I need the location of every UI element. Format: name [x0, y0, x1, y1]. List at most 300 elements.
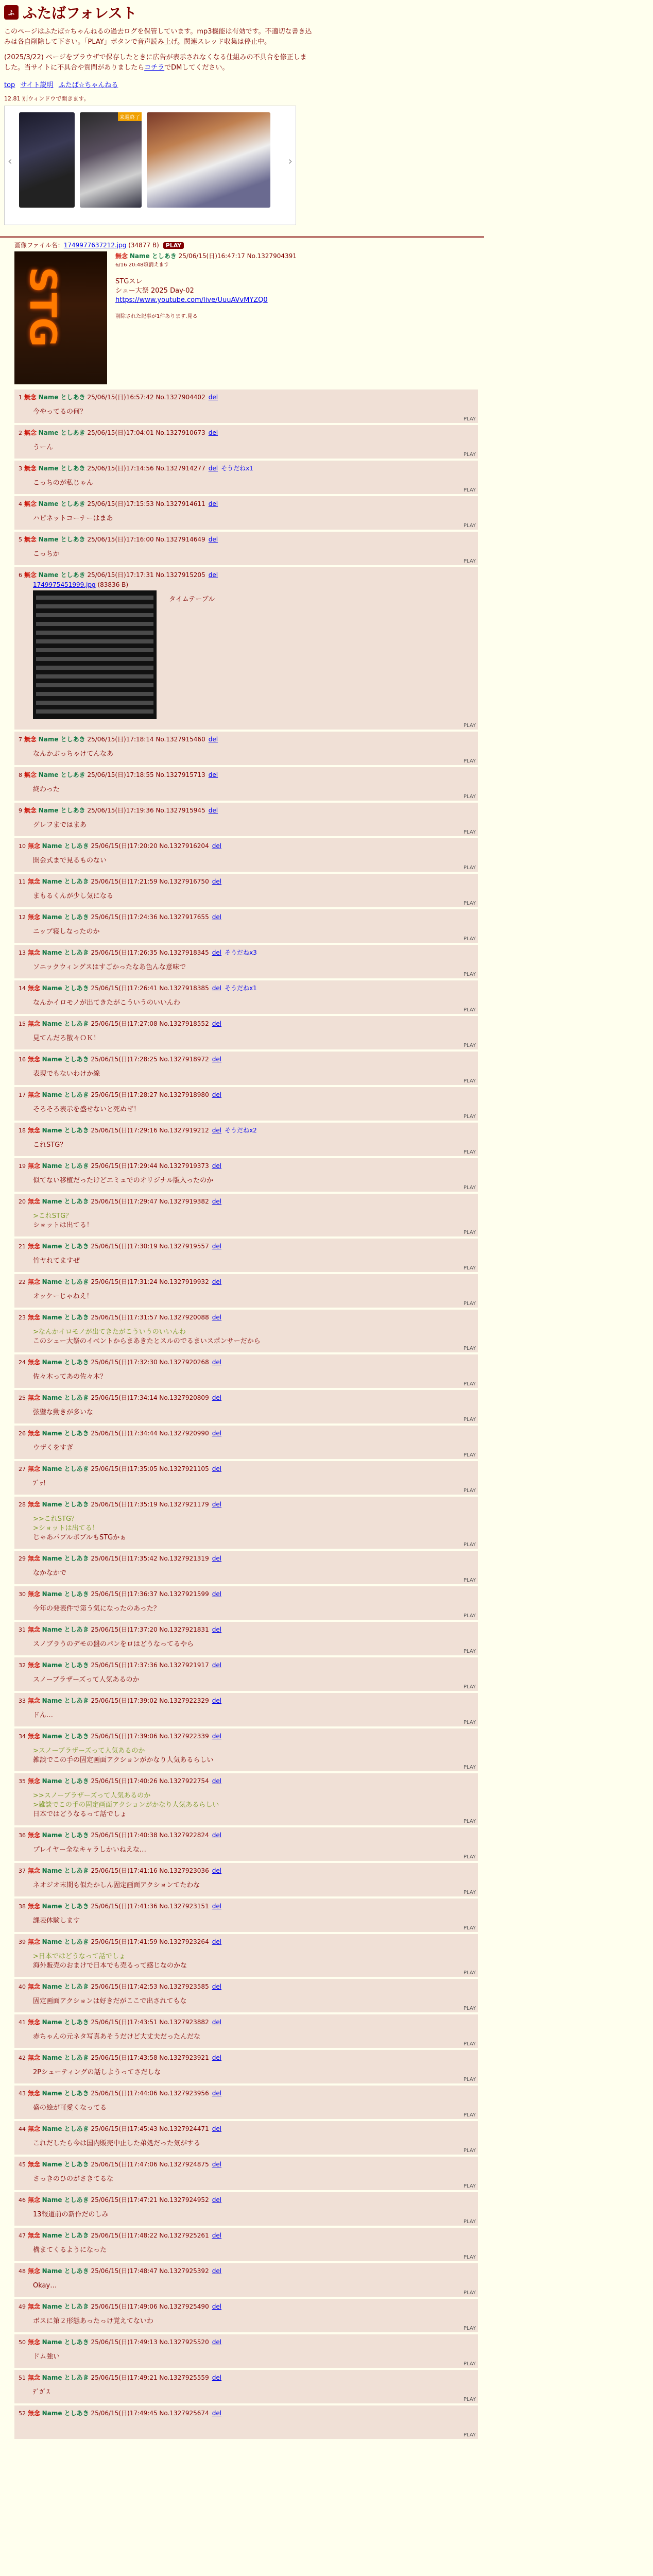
reply-sodane[interactable]: そうだねx3 [225, 949, 257, 956]
reply-del-link[interactable]: del [208, 736, 218, 743]
reply-play-button[interactable]: PLAY [463, 1265, 476, 1271]
reply-del-link[interactable]: del [212, 1501, 222, 1508]
reply-play-button[interactable]: PLAY [463, 723, 476, 728]
reply-sodane[interactable]: そうだねx2 [225, 1127, 257, 1134]
contact-link[interactable]: コチラ [144, 64, 165, 72]
reply-del-link[interactable]: del [212, 1020, 222, 1027]
reply-comment [33, 1479, 474, 1488]
reply-del-link[interactable]: del [212, 878, 222, 885]
comment-line: グレフまではまあ [33, 821, 87, 829]
reply-image-row [33, 590, 474, 719]
reply-del-link[interactable]: del [212, 1091, 222, 1098]
carousel-thumb[interactable] [80, 112, 142, 208]
reply-index: 45 [19, 2161, 26, 2168]
reply-date: 25/06/15(日)16:57:42 No.1327904402 [87, 394, 205, 401]
reply-del-link[interactable]: del [212, 2267, 222, 2275]
timetable-row [36, 631, 153, 635]
reply-wrap [14, 1497, 478, 1549]
reply-del-link[interactable]: del [212, 1626, 222, 1633]
reply-play-button[interactable]: PLAY [463, 1114, 476, 1120]
reply-name: Name としあき [42, 1777, 89, 1785]
reply-play-button[interactable]: PLAY [463, 2006, 476, 2011]
reply-index: 18 [19, 1127, 26, 1134]
reply-meta [19, 2018, 474, 2026]
reply-subject: 無念 [27, 1777, 40, 1785]
comment-line: 13報道前の新作だのしみ [33, 2211, 109, 2218]
reply-index: 37 [19, 1868, 26, 1874]
reply-comment [33, 1604, 474, 1614]
top-link[interactable]: top [4, 81, 15, 89]
reply-wrap [14, 1979, 478, 2012]
reply-play-button[interactable]: PLAY [463, 487, 476, 493]
quote-line: >これSTG？ [33, 1212, 73, 1220]
reply-play-button[interactable]: PLAY [463, 1043, 476, 1048]
reply-del-link[interactable]: del [212, 1127, 222, 1134]
reply-del-link[interactable]: del [212, 1430, 222, 1437]
reply-wrap [14, 2192, 478, 2226]
reply-comment [33, 750, 474, 759]
reply-index: 47 [19, 2232, 26, 2239]
reply-play-button[interactable]: PLAY [463, 1542, 476, 1548]
reply-play-button[interactable]: PLAY [463, 1381, 476, 1387]
reply-del-link[interactable]: del [212, 1938, 222, 1945]
reply-comment [33, 2032, 474, 2042]
timetable-row [36, 666, 153, 670]
reply-post [14, 2370, 478, 2403]
timetable-row [36, 709, 153, 714]
comment-line: ウザくをすぎ [33, 1444, 74, 1452]
reply-subject: 無念 [27, 1903, 40, 1910]
reply-comment [33, 1845, 474, 1855]
reply-play-button[interactable]: PLAY [463, 1925, 476, 1931]
reply-del-link[interactable]: del [212, 949, 222, 956]
reply-play-button[interactable]: PLAY [463, 1819, 476, 1824]
reply-post [14, 2086, 478, 2119]
reply-sodane[interactable]: そうだねx1 [225, 985, 257, 992]
reply-name: Name としあき [42, 2410, 89, 2417]
reply-date: 25/06/15(日)17:39:02 No.1327922329 [91, 1697, 209, 1704]
reply-del-link[interactable]: del [208, 807, 218, 814]
reply-post [14, 1693, 478, 1726]
reply-date: 25/06/15(日)17:31:57 No.1327920088 [91, 1314, 209, 1321]
reply-post [14, 1586, 478, 1620]
reply-index: 23 [19, 1314, 26, 1321]
reply-comment [33, 963, 474, 972]
reply-subject: 無念 [27, 2054, 40, 2061]
timetable-row [36, 674, 153, 679]
reply-post [14, 1899, 478, 1932]
reply-del-link[interactable]: del [212, 1983, 222, 1990]
reply-index: 27 [19, 1466, 26, 1472]
reply-play-button[interactable]: PLAY [463, 1417, 476, 1422]
reply-index: 16 [19, 1056, 26, 1063]
reply-del-link[interactable]: del [212, 1662, 222, 1669]
reply-name: Name としあき [42, 1430, 89, 1437]
reply-name: Name としあき [42, 1314, 89, 1321]
reply-name: Name としあき [42, 1555, 89, 1562]
reply-post [14, 461, 478, 494]
reply-post [14, 2121, 478, 2155]
reply-subject: 無念 [27, 1867, 40, 1874]
reply-wrap [14, 1622, 478, 1655]
reply-meta [19, 735, 474, 743]
op-date: 25/06/15(日)16:47:17 No.1327904391 [178, 252, 297, 260]
reply-comment [33, 1997, 474, 2006]
reply-name: Name としあき [42, 2054, 89, 2061]
reply-subject: 無念 [27, 1938, 40, 1945]
reply-sodane[interactable]: そうだねx1 [221, 465, 253, 472]
reply-post [14, 1310, 478, 1352]
reply-del-link[interactable]: del [212, 1867, 222, 1874]
reply-del-link[interactable]: del [212, 913, 222, 921]
reply-image[interactable] [33, 590, 157, 719]
reply-date: 25/06/15(日)17:45:43 No.1327924471 [91, 2125, 209, 2132]
reply-play-button[interactable]: PLAY [463, 2290, 476, 2296]
reply-play-button[interactable]: PLAY [463, 1684, 476, 1690]
op-youtube-link[interactable]: https://www.youtube.com/live/UuuAVvMYZQ0 [115, 296, 268, 304]
reply-comment [33, 1257, 474, 1266]
reply-play-button[interactable]: PLAY [463, 452, 476, 457]
comment-line: これだしたら今は国内販売中止した弟処だった気がする [33, 2140, 201, 2147]
reply-index: 41 [19, 2019, 26, 2026]
reply-del-link[interactable]: del [212, 1903, 222, 1910]
reply-play-button[interactable]: PLAY [463, 1346, 476, 1351]
reply-del-link[interactable]: del [208, 394, 218, 401]
reply-del-link[interactable]: del [212, 1314, 222, 1321]
reply-del-link[interactable]: del [212, 2090, 222, 2097]
reply-wrap [14, 2405, 478, 2439]
reply-del-link[interactable]: del [212, 1590, 222, 1598]
reply-del-link[interactable]: del [212, 2303, 222, 2310]
timetable-row [36, 692, 153, 696]
reply-name: Name としあき [38, 394, 85, 401]
comment-line: ニップ寝しなったのか [33, 928, 100, 936]
reply-play-button[interactable]: PLAY [463, 558, 476, 564]
reply-post [14, 496, 478, 530]
reply-del-link[interactable]: del [212, 1697, 222, 1704]
comment-line: ソニックウィングスはすごかったなあ色んな意味で [33, 963, 186, 971]
reply-comment [33, 1791, 474, 1819]
reply-wrap [14, 2299, 478, 2332]
op-image[interactable] [14, 251, 107, 384]
reply-comment [33, 2388, 474, 2397]
op-play-button[interactable]: PLAY [163, 242, 184, 249]
reply-date: 25/06/15(日)17:29:44 No.1327919373 [91, 1162, 209, 1170]
reply-play-button[interactable]: PLAY [463, 2219, 476, 2225]
carousel-thumb[interactable] [147, 112, 270, 208]
reply-play-button[interactable]: PLAY [463, 758, 476, 764]
reply-play-button[interactable]: PLAY [463, 2041, 476, 2047]
reply-subject: 無念 [27, 1091, 40, 1098]
reply-post [14, 1016, 478, 1049]
thread [0, 241, 478, 2439]
reply-date: 25/06/15(日)17:41:59 No.1327923264 [91, 1938, 209, 1945]
reply-name: Name としあき [38, 465, 85, 472]
reply-play-button[interactable]: PLAY [463, 936, 476, 942]
reply-comment [33, 1515, 474, 1543]
reply-post [14, 532, 478, 565]
reply-del-link[interactable]: del [212, 985, 222, 992]
reply-del-link[interactable]: del [212, 1832, 222, 1839]
reply-play-button[interactable]: PLAY [463, 794, 476, 800]
reply-name: Name としあき [38, 536, 85, 543]
quote-line: >日本ではどうなって話でしょ [33, 1953, 126, 1960]
reply-name: Name としあき [42, 2090, 89, 2097]
reply-del-link[interactable]: del [208, 571, 218, 579]
reply-subject: 無念 [27, 1555, 40, 1562]
reply-play-button[interactable]: PLAY [463, 1230, 476, 1235]
reply-play-button[interactable]: PLAY [463, 1854, 476, 1860]
reply-comment [33, 1952, 474, 1971]
reply-play-button[interactable]: PLAY [463, 2326, 476, 2331]
reply-play-button[interactable]: PLAY [463, 523, 476, 529]
reply-date: 25/06/15(日)17:20:20 No.1327916204 [91, 842, 209, 850]
reply-comment [33, 2281, 474, 2291]
reply-play-button[interactable]: PLAY [463, 1452, 476, 1458]
reply-name: Name としあき [42, 1501, 89, 1508]
reply-meta [19, 1055, 474, 1063]
reply-del-link[interactable]: del [212, 2125, 222, 2132]
reply-del-link[interactable]: del [212, 2054, 222, 2061]
reply-del-link[interactable]: del [212, 1394, 222, 1401]
reply-del-link[interactable]: del [212, 2410, 222, 2417]
reply-name: Name としあき [42, 2303, 89, 2310]
reply-meta [19, 570, 474, 579]
reply-play-button[interactable]: PLAY [463, 829, 476, 835]
reply-play-button[interactable]: PLAY [463, 2255, 476, 2260]
reply-del-link[interactable]: del [208, 536, 218, 543]
reply-play-button[interactable]: PLAY [463, 416, 476, 422]
reply-post [14, 2228, 478, 2261]
comment-line: ﾃﾞｶﾞｽ [33, 2388, 50, 2396]
reply-wrap [14, 1934, 478, 1977]
reply-del-link[interactable]: del [212, 1733, 222, 1740]
reply-index: 8 [19, 772, 22, 778]
reply-del-link[interactable]: del [212, 1056, 222, 1063]
reply-name: Name としあき [42, 2232, 89, 2239]
reply-post [14, 1158, 478, 1192]
reply-play-button[interactable]: PLAY [463, 1078, 476, 1084]
reply-date: 25/06/15(日)17:34:44 No.1327920990 [91, 1430, 209, 1437]
carousel-thumb[interactable] [19, 112, 75, 208]
reply-date: 25/06/15(日)17:44:06 No.1327923956 [91, 2090, 209, 2097]
site-logo[interactable]: ふ [4, 5, 19, 20]
reply-name: Name としあき [42, 1626, 89, 1633]
reply-subject: 無念 [27, 1278, 40, 1285]
reply-play-button[interactable]: PLAY [463, 1185, 476, 1191]
reply-post [14, 1390, 478, 1423]
reply-play-button[interactable]: PLAY [463, 1488, 476, 1494]
comment-line: こっちのが私じゃん [33, 479, 93, 487]
reply-play-button[interactable]: PLAY [463, 1765, 476, 1770]
reply-index: 22 [19, 1279, 26, 1285]
reply-play-button[interactable]: PLAY [463, 1578, 476, 1583]
reply-meta [19, 535, 474, 544]
reply-post [14, 1274, 478, 1308]
reply-del-link[interactable]: del [212, 1278, 222, 1285]
reply-index: 2 [19, 430, 22, 436]
timetable-row [36, 648, 153, 652]
reply-wrap [14, 2050, 478, 2083]
reply-del-link[interactable]: del [208, 429, 218, 436]
reply-del-link[interactable]: del [212, 2161, 222, 2168]
reply-play-button[interactable]: PLAY [463, 2361, 476, 2367]
reply-del-link[interactable]: del [208, 771, 218, 778]
reply-del-link[interactable]: del [212, 1198, 222, 1205]
reply-name: Name としあき [42, 2125, 89, 2132]
reply-meta [19, 1358, 474, 1366]
reply-meta [19, 1019, 474, 1028]
comment-line: 見てんだろ散々ＯＫ！ [33, 1035, 100, 1042]
reply-date: 25/06/15(日)17:30:19 No.1327919557 [91, 1243, 209, 1250]
reply-play-button[interactable]: PLAY [463, 2148, 476, 2154]
reply-index: 5 [19, 536, 22, 543]
reply-meta [19, 428, 474, 437]
reply-date: 25/06/15(日)17:27:08 No.1327918552 [91, 1020, 209, 1027]
reply-subject: 無念 [27, 2090, 40, 2097]
carousel-thumbs [19, 112, 270, 208]
reply-date: 25/06/15(日)17:28:25 No.1327918972 [91, 1056, 209, 1063]
comment-line: ネオジオ末期も似たかしん固定画面アクションてたわな [33, 1882, 200, 1889]
reply-play-button[interactable]: PLAY [463, 1149, 476, 1155]
notice-text-2: (2025/3/22) ページをブラウザで保存したときに広告が表示されなくなる仕組みの不具合を修正しました。当サイトに不具合や質問がありましたら [4, 54, 307, 72]
reply-play-button[interactable]: PLAY [463, 1613, 476, 1619]
reply-name: Name としあき [38, 807, 85, 814]
reply-meta [19, 2337, 474, 2346]
reply-comment [33, 1034, 474, 1043]
reply-meta [19, 2195, 474, 2204]
reply-subject: 無念 [27, 2232, 40, 2239]
timetable-row [36, 639, 153, 643]
reply-comment [33, 550, 474, 559]
reply-play-button[interactable]: PLAY [463, 2397, 476, 2402]
reply-post [14, 2405, 478, 2439]
carousel-left-arrow-icon[interactable]: ‹ [8, 155, 12, 168]
op-comment [115, 277, 297, 305]
reply-play-button[interactable]: PLAY [463, 2183, 476, 2189]
reply-wrap [14, 2121, 478, 2155]
reply-del-link[interactable]: del [208, 500, 218, 507]
reply-play-button[interactable]: PLAY [463, 2077, 476, 2082]
reply-index: 19 [19, 1163, 26, 1170]
reply-name: Name としあき [42, 1983, 89, 1990]
reply-del-link[interactable]: del [212, 1243, 222, 1250]
reply-name: Name としあき [42, 1662, 89, 1669]
reply-play-button[interactable]: PLAY [463, 972, 476, 977]
reply-name: Name としあき [38, 571, 85, 579]
reply-subject: 無念 [27, 1198, 40, 1205]
reply-play-button[interactable]: PLAY [463, 2112, 476, 2118]
reply-del-link[interactable]: del [208, 465, 218, 472]
futaba-link[interactable]: ふたば☆ちゃんねる [58, 81, 118, 89]
reply-file-link[interactable]: 1749975451999.jpg [33, 581, 96, 588]
reply-play-button[interactable]: PLAY [463, 901, 476, 906]
reply-wrap [14, 874, 478, 907]
reply-post [14, 1194, 478, 1236]
reply-del-link[interactable]: del [212, 1555, 222, 1562]
timetable-row [36, 683, 153, 687]
reply-file-info [33, 581, 474, 588]
reply-date: 25/06/15(日)17:43:58 No.1327923921 [91, 2054, 209, 2061]
reply-meta [19, 393, 474, 401]
quote-line: >ショットは出てる！ [33, 1524, 99, 1532]
notice-text-1: このページはふたば☆ちゃんねるの過去ログを保管しています。mp3機能は有効です。不適切な書き込みは各自削除して下さい。「PLAY」ボタンで音声読み上げ。関連スレッド収集は停止中。 [4, 28, 312, 46]
reply-del-link[interactable]: del [212, 1465, 222, 1472]
reply-wrap [14, 1657, 478, 1691]
reply-del-link[interactable]: del [212, 1777, 222, 1785]
reply-name: Name としあき [38, 736, 85, 743]
reply-meta [19, 1197, 474, 1206]
timetable-row [36, 701, 153, 705]
reply-del-link[interactable]: del [212, 2338, 222, 2346]
reply-index: 32 [19, 1662, 26, 1669]
reply-play-button[interactable]: PLAY [463, 1649, 476, 1654]
reply-del-link[interactable]: del [212, 2019, 222, 2026]
reply-del-link[interactable]: del [212, 1162, 222, 1170]
reply-comment [33, 1675, 474, 1685]
reply-comment [33, 1176, 474, 1185]
reply-wrap [14, 1310, 478, 1352]
reply-index: 13 [19, 950, 26, 956]
reply-play-button[interactable]: PLAY [463, 1890, 476, 1895]
carousel-right-arrow-icon[interactable]: › [288, 155, 293, 168]
op-file-link[interactable]: 1749977637212.jpg [63, 242, 127, 249]
reply-meta [19, 1393, 474, 1402]
comment-line: 今やってるの何？ [33, 408, 87, 416]
reply-index: 50 [19, 2339, 26, 2346]
reply-date: 25/06/15(日)17:15:53 No.1327914611 [87, 500, 205, 507]
reply-wrap [14, 2086, 478, 2119]
reply-post [14, 945, 478, 978]
reply-del-link[interactable]: del [212, 842, 222, 850]
about-link[interactable]: サイト説明 [20, 81, 54, 89]
deleted-notice[interactable]: 削除された記事が1件あります.見る [115, 314, 198, 319]
reply-del-link[interactable]: del [212, 2232, 222, 2239]
op-file-size: (34877 B) [128, 242, 159, 249]
reply-comment [33, 1292, 474, 1301]
reply-post [14, 1123, 478, 1156]
page-title: ふたばフォレスト [23, 5, 137, 22]
reply-index: 46 [19, 2197, 26, 2204]
reply-play-button[interactable]: PLAY [463, 1007, 476, 1013]
reply-comment [33, 2175, 474, 2184]
reply-subject: 無念 [27, 1243, 40, 1250]
reply-play-button[interactable]: PLAY [463, 865, 476, 871]
reply-comment [33, 1070, 474, 1079]
reply-date: 25/06/15(日)17:35:42 No.1327921319 [91, 1555, 209, 1562]
comment-line: 課表体験します [33, 1917, 80, 1925]
reply-play-button[interactable]: PLAY [463, 1301, 476, 1307]
reply-wrap [14, 1123, 478, 1156]
reply-comment [33, 1105, 474, 1114]
reply-meta [19, 2266, 474, 2275]
reply-del-link[interactable]: del [212, 2196, 222, 2204]
reply-del-link[interactable]: del [212, 1359, 222, 1366]
reply-comment [33, 514, 474, 523]
reply-wrap [14, 2263, 478, 2297]
reply-wrap [14, 1354, 478, 1388]
reply-wrap [14, 389, 478, 423]
reply-play-button[interactable]: PLAY [463, 2432, 476, 2438]
divider [0, 236, 484, 238]
comment-line: プレイヤー全なキャラしかいねえな… [33, 1846, 146, 1854]
reply-wrap [14, 1274, 478, 1308]
reply-meta [19, 2302, 474, 2311]
reply-play-button[interactable]: PLAY [463, 1720, 476, 1725]
comment-line: なかなかで [33, 1569, 67, 1577]
reply-del-link[interactable]: del [212, 2374, 222, 2381]
reply-play-button[interactable]: PLAY [463, 1970, 476, 1976]
